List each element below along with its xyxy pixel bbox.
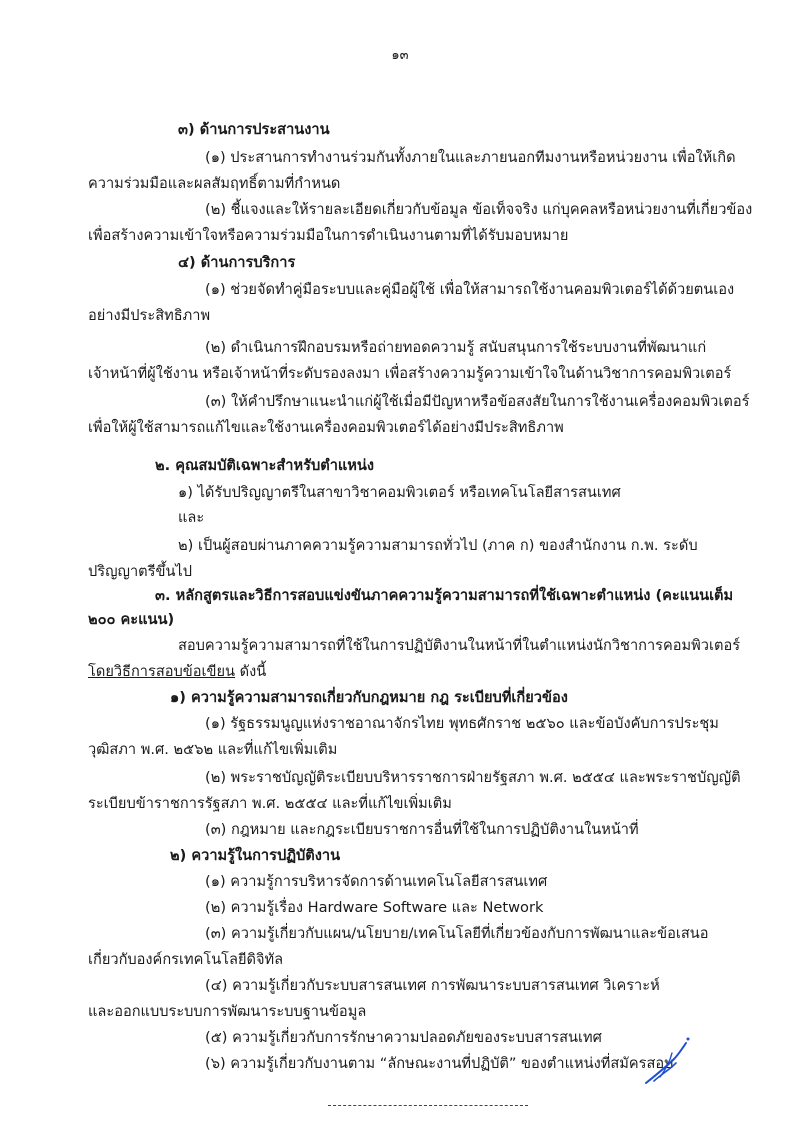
paragraph-line: (๓) กฎหมาย และกฎระเบียบราชการอื่นที่ใช้ในการปฏิบัติงานในหน้าที่ — [205, 821, 639, 838]
paragraph-line: เกี่ยวกับองค์กรเทคโนโลยีดิจิทัล — [88, 951, 284, 968]
heading-work-knowledge: ๒) ความรู้ในการปฏิบัติงาน — [170, 847, 341, 864]
paragraph-line: เพื่อสร้างความเข้าใจหรือความร่วมมือในการดำเนินงานตามที่ได้รับมอบหมาย — [88, 227, 569, 244]
heading-qualifications: ๒. คุณสมบัติเฉพาะสำหรับตำแหน่ง — [155, 457, 375, 474]
footer-divider — [328, 1105, 528, 1106]
paragraph-line: สอบความรู้ความสามารถที่ใช้ในการปฏิบัติงานในหน้าที่ในตำแหน่งนักวิชาการคอมพิวเตอร์ — [178, 637, 741, 654]
exam-method-underlined: โดยวิธีการสอบข้อเขียน — [88, 663, 236, 680]
paragraph-line: เพื่อให้ผู้ใช้สามารถแก้ไขและใช้งานเครื่องคอมพิวเตอร์ได้อย่างมีประสิทธิภาพ — [88, 419, 564, 436]
paragraph-line: (๒) ดำเนินการฝึกอบรมหรือถ่ายทอดความรู้ สนับสนุนการใช้ระบบงานที่พัฒนาแก่ — [205, 339, 707, 356]
paragraph-line: ปริญญาตรีขึ้นไป — [88, 563, 193, 580]
paragraph-line: (๑) ความรู้การบริหารจัดการด้านเทคโนโลยีสารสนเทศ — [205, 873, 548, 890]
heading-exam-curriculum: ๓. หลักสูตรและวิธีการสอบแข่งขันภาคความรู้ความสามารถที่ใช้เฉพาะตำแหน่ง (คะแนนเต็ม — [155, 587, 734, 604]
paragraph-line: เจ้าหน้าที่ผู้ใช้งาน หรือเจ้าหน้าที่ระดับรองลงมา เพื่อสร้างความรู้ความเข้าใจในด้านวิชาการคอมพิวเตอร์ — [88, 365, 732, 382]
exam-method-suffix: ดังนี้ — [235, 663, 267, 680]
paragraph-line: ระเบียบข้าราชการรัฐสภา พ.ศ. ๒๕๕๔ และที่แก้ไขเพิ่มเติม — [88, 795, 452, 812]
heading-service: ๔) ด้านการบริการ — [178, 254, 296, 271]
page-number: ๑๓ — [391, 48, 409, 63]
paragraph-line: (๓) ให้คำปรึกษาแนะนำแก่ผู้ใช้เมื่อมีปัญหาหรือข้อสงสัยในการใช้งานเครื่องคอมพิวเตอร์ — [205, 393, 750, 410]
paragraph-line: ๑) ได้รับปริญญาตรีในสาขาวิชาคอมพิวเตอร์ หรือเทคโนโลยีสารสนเทศ — [178, 484, 621, 501]
paragraph-line: (๒) ความรู้เรื่อง Hardware Software และ Network — [205, 899, 544, 916]
heading-law-knowledge: ๑) ความรู้ความสามารถเกี่ยวกับกฎหมาย กฎ ระเบียบที่เกี่ยวข้อง — [170, 689, 568, 706]
paragraph-line: วุฒิสภา พ.ศ. ๒๕๖๒ และที่แก้ไขเพิ่มเติม — [88, 741, 338, 758]
paragraph-line: (๓) ความรู้เกี่ยวกับแผน/นโยบาย/เทคโนโลยีที่เกี่ยวข้องกับการพัฒนาและข้อเสนอ — [205, 925, 709, 942]
paragraph-line: และออกแบบระบบการพัฒนาระบบฐานข้อมูล — [88, 1003, 367, 1020]
heading-coordination: ๓) ด้านการประสานงาน — [178, 121, 330, 138]
paragraph-line: (๑) ประสานการทำงานร่วมกันทั้งภายในและภายนอกทีมงานหรือหน่วยงาน เพื่อให้เกิด — [205, 149, 736, 166]
heading-exam-curriculum-cont: ๒๐๐ คะแนน) — [88, 611, 175, 628]
paragraph-line: ความร่วมมือและผลสัมฤทธิ์ตามที่กำหนด — [88, 175, 341, 192]
paragraph-line — [88, 662, 266, 682]
paragraph-line: (๔) ความรู้เกี่ยวกับระบบสารสนเทศ การพัฒนาระบบสารสนเทศ วิเคราะห์ — [205, 977, 660, 994]
paragraph-line: และ — [178, 509, 205, 526]
paragraph-line: อย่างมีประสิทธิภาพ — [88, 307, 211, 324]
paragraph-line: ๒) เป็นผู้สอบผ่านภาคความรู้ความสามารถทั่วไป (ภาค ก) ของสำนักงาน ก.พ. ระดับ — [178, 537, 698, 554]
paragraph-line: (๑) รัฐธรรมนูญแห่งราชอาณาจักรไทย พุทธศักราช ๒๕๖๐ และข้อบังคับการประชุม — [205, 715, 719, 732]
paragraph-line: (๑) ช่วยจัดทำคู่มือระบบและคู่มือผู้ใช้ เพื่อให้สามารถใช้งานคอมพิวเตอร์ได้ด้วยตนเอง — [205, 281, 735, 298]
paragraph-line: (๒) พระราชบัญญัติระเบียบบริหารราชการฝ่ายรัฐสภา พ.ศ. ๒๕๕๔ และพระราชบัญญัติ — [205, 769, 741, 786]
signature-mark-icon — [640, 1031, 696, 1091]
paragraph-line: (๒) ชี้แจงและให้รายละเอียดเกี่ยวกับข้อมูล ข้อเท็จจริง แก่บุคคลหรือหน่วยงานที่เกี่ยวข้อง — [205, 201, 753, 218]
paragraph-line: (๕) ความรู้เกี่ยวกับการรักษาความปลอดภัยของระบบสารสนเทศ — [205, 1029, 602, 1046]
paragraph-line: (๖) ความรู้เกี่ยวกับงานตาม “ลักษณะงานที่ปฏิบัติ” ของตำแหน่งที่สมัครสอบ — [205, 1055, 674, 1072]
